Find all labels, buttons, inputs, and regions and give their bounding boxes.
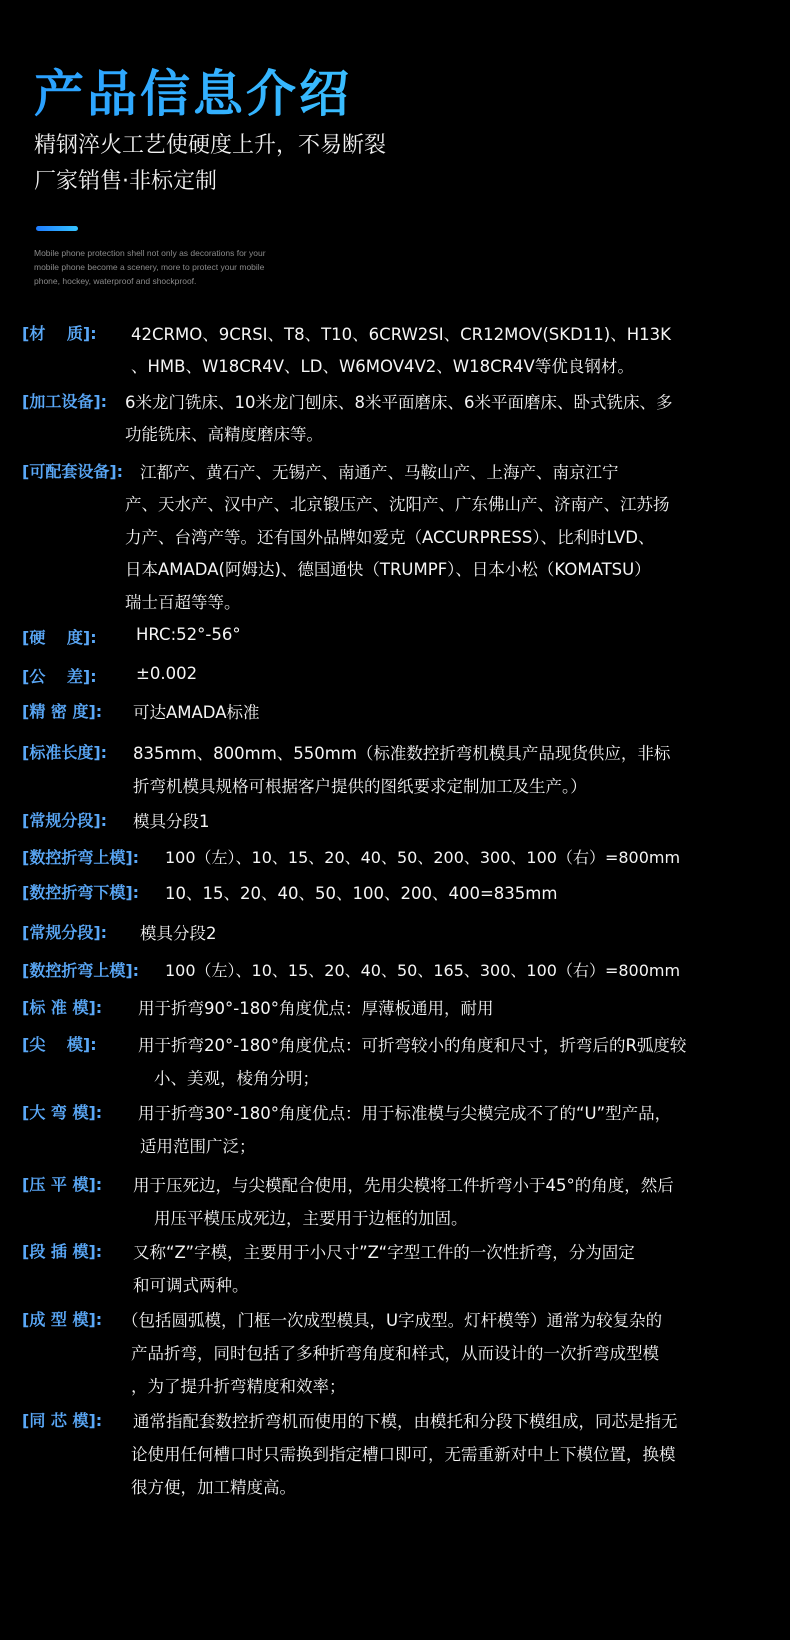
spec-value-line: 通常指配套数控折弯机而使用的下模，由模托和分段下模组成，同芯是指无	[133, 1412, 678, 1431]
spec-value-line: 6米龙门铣床、10米龙门刨床、8米平面磨床、6米平面磨床、卧式铣床、多	[125, 393, 673, 412]
spec-label: [常规分段]:	[22, 811, 108, 830]
spec-label: [标准长度]:	[22, 743, 108, 762]
subtitle-line-1: 精钢淬火工艺使硬度上升，不易断裂	[34, 133, 387, 158]
spec-value-line: 42CRMO、9CRSI、T8、T10、6CRW2SI、CR12MOV(SKD11)、H13K	[131, 325, 671, 344]
spec-value-line: （包括圆弧模，门框一次成型模具，U字成型。灯杆模等）通常为较复杂的	[122, 1311, 663, 1330]
english-note	[34, 246, 294, 288]
spec-value-line: 可达AMADA标准	[133, 703, 260, 722]
spec-value-line: 又称“Z”字模，主要用于小尺寸”Z“字型工件的一次性折弯，分为固定	[133, 1243, 635, 1262]
spec-value-line: 小、美观，棱角分明；	[154, 1069, 319, 1088]
spec-value-line: 折弯机模具规格可根据客户提供的图纸要求定制加工及生产。）	[133, 777, 587, 796]
spec-label: [段 插 模]:	[22, 1242, 103, 1261]
spec-value-line: 论使用任何槽口时只需换到指定槽口即可，无需重新对中上下模位置，换模	[131, 1445, 676, 1464]
spec-value-line: 适用范围广泛；	[140, 1137, 256, 1156]
spec-label: [硬 度]:	[22, 628, 97, 647]
spec-value-line: 力产、台湾产等。还有国外品牌如爱克（ACCURPRESS）、比利时LVD、	[125, 528, 655, 547]
spec-value-line: 835mm、800mm、550mm（标准数控折弯机模具产品现货供应，非标	[133, 744, 671, 763]
spec-label: [加工设备]:	[22, 392, 108, 411]
spec-label: [公 差]:	[22, 667, 97, 686]
spec-value-line: 和可调式两种。	[133, 1276, 249, 1295]
spec-value-line: 100（左）、10、15、20、40、50、200、300、100（右）=800mm	[165, 848, 681, 867]
page-title: 产品信息介绍	[34, 62, 754, 126]
english-note-line: mobile phone become a scenery, more to protect your mobile	[34, 262, 265, 272]
spec-value-line: 用于折弯90°-180°角度优点：厚薄板通用，耐用	[138, 999, 494, 1018]
spec-label: [精 密 度]:	[22, 702, 103, 721]
spec-value-line: 、HMB、W18CR4V、LD、W6MOV4V2、W18CR4V等优良钢材。	[131, 357, 634, 376]
spec-label: [压 平 模]:	[22, 1175, 103, 1194]
spec-label: [成 型 模]:	[22, 1310, 103, 1329]
spec-value-line: 江都产、黄石产、无锡产、南通产、马鞍山产、上海产、南京江宁	[140, 463, 619, 482]
header	[34, 62, 754, 198]
spec-label: [数控折弯上模]:	[22, 961, 140, 980]
spec-value-line: 模具分段1	[133, 812, 210, 831]
spec-label: [常规分段]:	[22, 923, 108, 942]
english-note-line: Mobile phone protection shell not only as decorations for your	[34, 248, 266, 258]
spec-value-line: 10、15、20、40、50、100、200、400=835mm	[165, 884, 558, 903]
spec-value-line: 瑞士百超等等。	[125, 593, 241, 612]
spec-label: [可配套设备]:	[22, 462, 124, 481]
spec-label: [大 弯 模]:	[22, 1103, 103, 1122]
spec-label: [材 质]:	[22, 324, 97, 343]
spec-value-line: 用于折弯20°-180°角度优点：可折弯较小的角度和尺寸，折弯后的R弧度较	[138, 1036, 687, 1055]
spec-value-line: 产、天水产、汉中产、北京锻压产、沈阳产、广东佛山产、济南产、江苏扬	[125, 495, 670, 514]
spec-label: [数控折弯下模]:	[22, 883, 140, 902]
spec-value-line: 100（左）、10、15、20、40、50、165、300、100（右）=800mm	[165, 961, 681, 980]
spec-value-line: 用压平模压成死边，主要用于边框的加固。	[154, 1209, 468, 1228]
english-note-line: phone, hockey, waterproof and shockproof.	[34, 276, 197, 286]
spec-value-line: HRC:52°-56°	[136, 625, 241, 644]
spec-value-line: 产品折弯，同时包括了多种折弯角度和样式，从而设计的一次折弯成型模	[131, 1344, 659, 1363]
spec-value-line: 用于折弯30°-180°角度优点：用于标准模与尖模完成不了的“U”型产品，	[138, 1104, 672, 1123]
spec-value-line: 日本AMADA(阿姆达)、德国通快（TRUMPF）、日本小松（KOMATSU）	[125, 560, 651, 579]
subtitle-line-2: 厂家销售·非标定制	[34, 169, 217, 194]
spec-value-line: 模具分段2	[140, 924, 217, 943]
spec-label: [尖 模]:	[22, 1035, 97, 1054]
spec-value-line: 功能铣床、高精度磨床等。	[125, 425, 323, 444]
spec-value-line: 用于压死边，与尖模配合使用，先用尖模将工件折弯小于45°的角度，然后	[133, 1176, 674, 1195]
spec-value-line: ，为了提升折弯精度和效率；	[131, 1377, 346, 1396]
spec-value-line: 很方便，加工精度高。	[131, 1478, 296, 1497]
spec-label: [数控折弯上模]:	[22, 848, 140, 867]
accent-divider	[36, 226, 78, 231]
spec-label: [标 准 模]:	[22, 998, 103, 1017]
spec-value-line: ±0.002	[136, 664, 198, 683]
spec-label: [同 芯 模]:	[22, 1411, 103, 1430]
